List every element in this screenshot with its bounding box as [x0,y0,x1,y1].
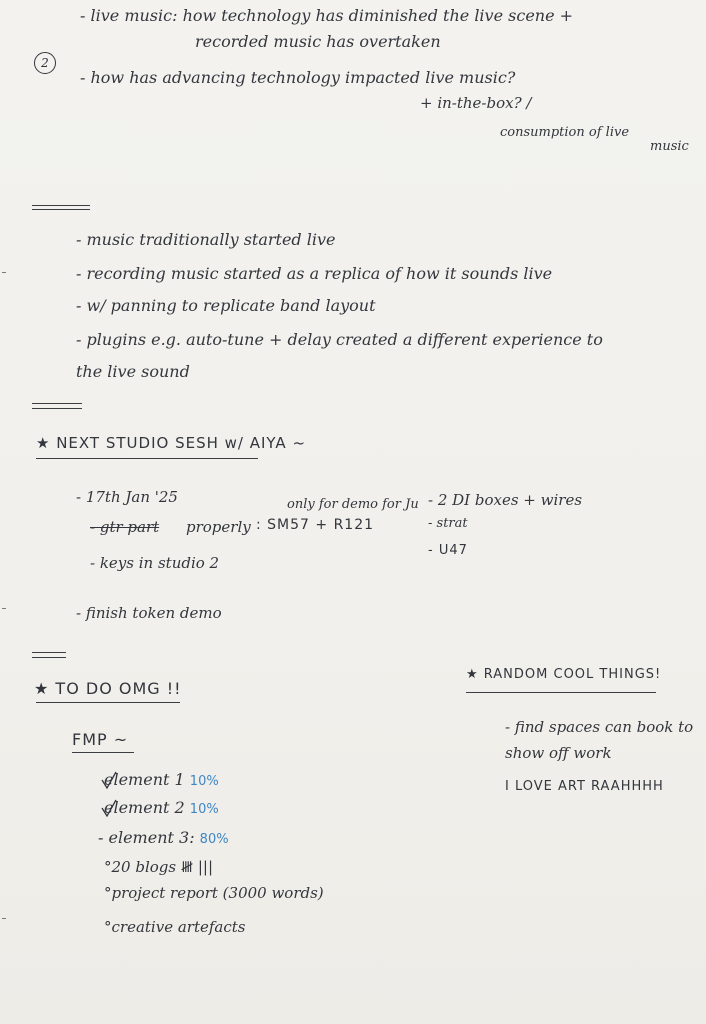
bullet-recording-replica: - recording music started as a replica of how it sounds live [76,264,553,283]
gear-strat: - strat [428,516,468,531]
todo-element-3-progress: 80% [199,832,229,847]
section-divider [32,209,90,210]
margin-tick [2,608,6,609]
heading-underline [466,692,656,693]
studio-gtr-part: - gtr part [90,518,160,536]
note-line-consumption: consumption of live [500,125,630,140]
check-icon [100,770,118,790]
studio-token-demo: - finish token demo [76,604,222,622]
section-divider [32,205,90,206]
todo-heading: ★ TO DO OMG !! [34,679,182,698]
todo-blogs-tally: 𝍸 ||| [180,858,214,876]
random-love-art: I LOVE ART RAAHHHH [505,779,664,794]
check-icon [100,798,118,818]
fmp-heading: FMP ~ [72,730,129,749]
bullet-live-sound: the live sound [76,362,190,381]
todo-element-2-progress: 10% [189,802,219,817]
note-line-recorded: recorded music has overtaken [195,32,441,51]
heading-underline [36,702,180,703]
gear-di-boxes: - 2 DI boxes + wires [428,491,583,509]
circled-number: 2 [34,52,56,74]
todo-project-report: °project report (3000 words) [104,884,324,902]
todo-blogs-label: °20 blogs [104,858,177,876]
random-heading: ★ RANDOM COOL THINGS! [466,667,662,682]
heading-underline [36,458,258,459]
note-line-advancing-tech: - how has advancing technology impacted live music? [80,68,516,87]
todo-element-3-label: - element 3: [98,828,195,847]
bullet-panning: - w/ panning to replicate band layout [76,296,376,315]
gear-u47: - U47 [428,543,468,558]
todo-element-3 [98,830,229,846]
margin-tick [2,272,6,273]
mic-list: : SM57 + R121 [256,517,375,533]
todo-element-1 [104,772,219,788]
section-divider [32,657,66,658]
note-line-in-the-box: + in-the-box? / [420,94,532,112]
section-divider [32,403,82,404]
todo-blogs [104,860,213,875]
bullet-plugins: - plugins e.g. auto-tune + delay created a different experience to [76,330,603,349]
bullet-traditionally-live: - music traditionally started live [76,230,336,249]
note-line-live-music: - live music: how technology has diminished the live scene + [80,6,574,25]
studio-date: - 17th Jan '25 [76,488,178,506]
random-spaces: - find spaces can book to [505,718,694,736]
todo-element-1-progress: 10% [189,774,219,789]
todo-creative-artefacts: °creative artefacts [104,918,246,936]
mid-note-demo: only for demo for Ju [287,497,419,512]
heading-underline [72,752,134,753]
todo-element-2 [104,800,219,816]
note-line-music: music [650,139,689,154]
todo-element-1-label: element 1 [104,770,185,789]
section-divider [32,408,82,409]
section-divider [32,652,66,653]
random-show-off: show off work [505,744,612,762]
studio-keys: - keys in studio 2 [90,554,220,572]
studio-gtr-properly: properly [186,518,251,536]
todo-element-2-label: element 2 [104,798,185,817]
studio-heading: ★ NEXT STUDIO SESH w/ AIYA ~ [36,434,307,452]
margin-tick [2,918,6,919]
